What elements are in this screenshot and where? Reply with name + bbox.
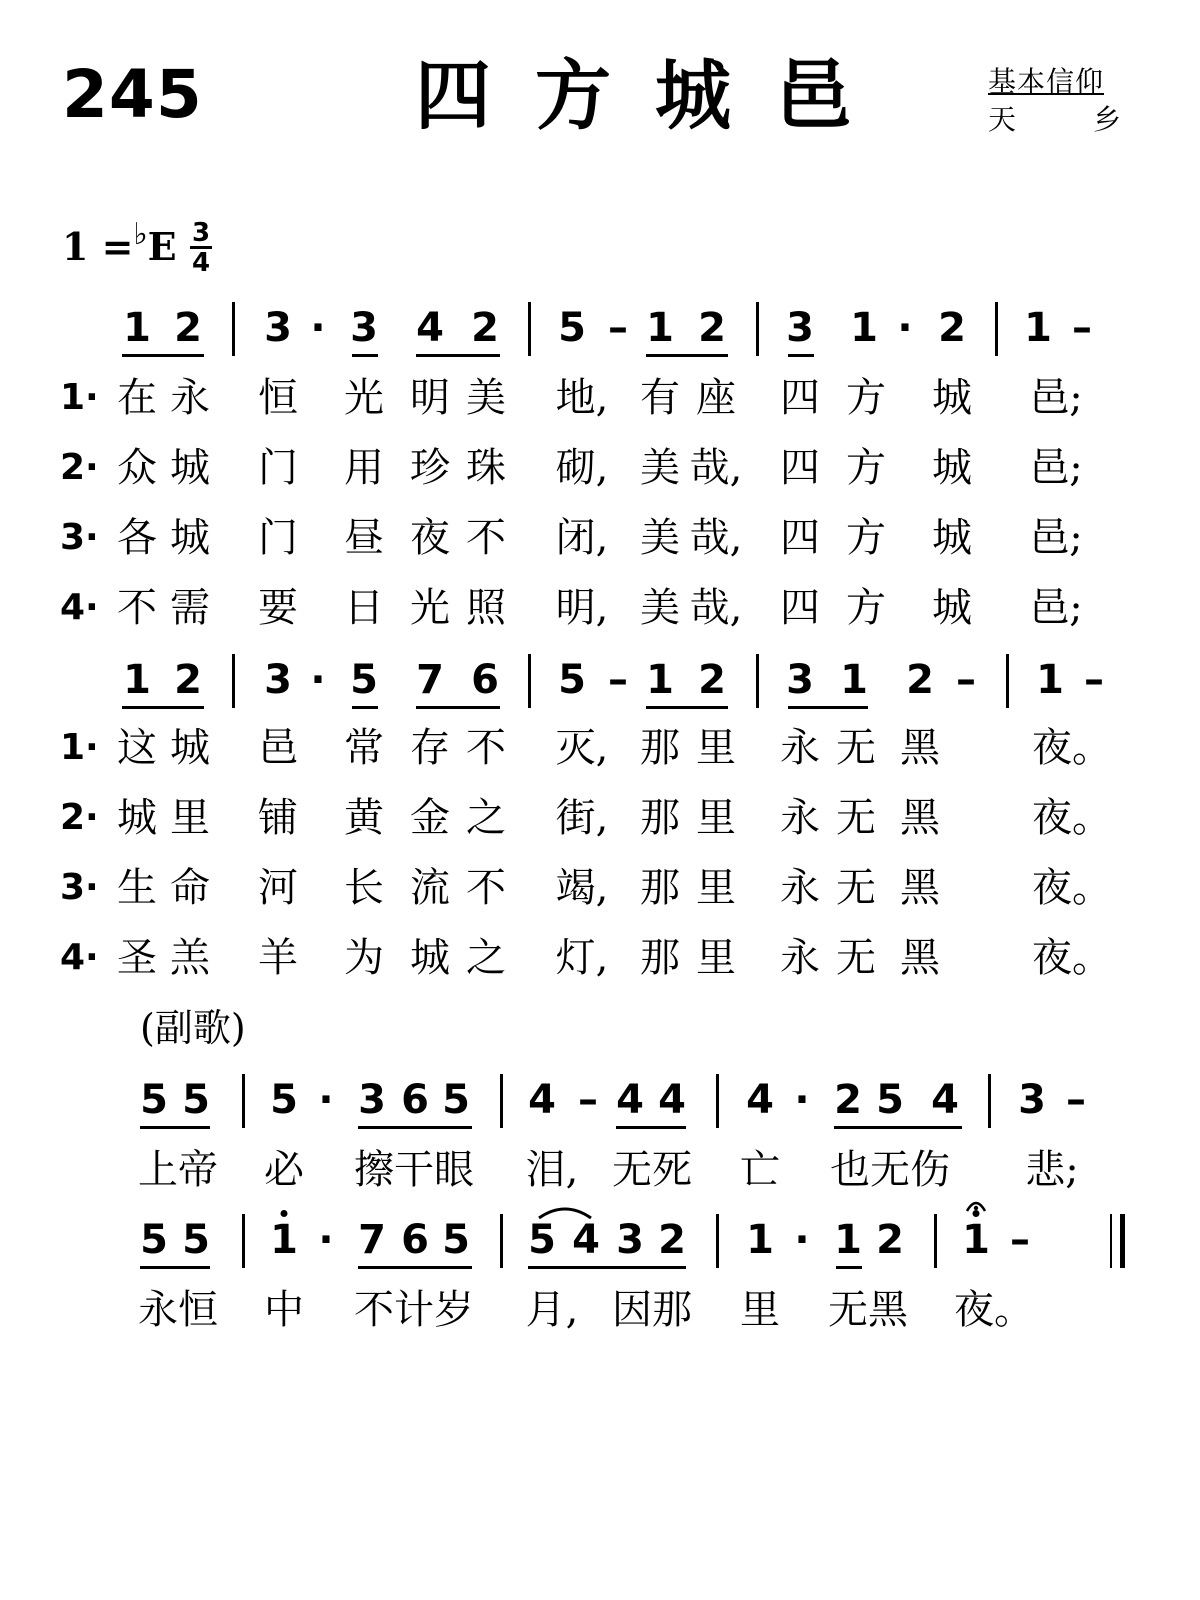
note: 5 — [558, 305, 586, 351]
lyric-char: 生 — [117, 865, 157, 911]
note: 5 — [528, 1217, 556, 1263]
lyric-word: 里 — [740, 1287, 780, 1333]
lyric-char: 邑; — [1029, 445, 1083, 491]
barline — [716, 1074, 719, 1128]
lyric-char: 光 — [410, 585, 450, 631]
underline — [358, 1126, 472, 1129]
lyric-char: 黑 — [900, 725, 940, 771]
fermata-icon — [965, 1198, 987, 1212]
lyric-char: 方 — [846, 375, 886, 421]
lyric-char: 无 — [836, 865, 876, 911]
lyric-char: 之 — [466, 795, 506, 841]
lyric-char: 门 — [258, 515, 298, 561]
lyric-char: 四 — [780, 445, 820, 491]
lyric-char: 明, — [555, 585, 609, 631]
dash: – — [608, 657, 628, 703]
lyric-line — [0, 375, 1200, 438]
lyric-char: 竭, — [555, 865, 609, 911]
lyric-char: 需 — [170, 585, 210, 631]
lyric-char: 方 — [846, 445, 886, 491]
note: 2 — [876, 1217, 904, 1263]
dash: – — [1072, 305, 1092, 351]
lyric-char: 砌, — [555, 445, 609, 491]
lyric-char: 里 — [696, 725, 736, 771]
barline — [756, 302, 759, 356]
note: 3 — [1018, 1077, 1046, 1123]
dot: · — [318, 1077, 334, 1123]
lyric-char: 羔 — [170, 935, 210, 981]
lyric-word: 悲; — [1025, 1147, 1079, 1193]
note: 1 — [746, 1217, 774, 1263]
lyric-word: 不计岁 — [354, 1287, 474, 1333]
lyric-char: 珠 — [466, 445, 506, 491]
source-char: 乡 — [1093, 103, 1122, 136]
lyric-char: 里 — [696, 935, 736, 981]
lyric-word: 无死 — [612, 1147, 692, 1193]
underline — [788, 706, 868, 709]
note: 5 — [140, 1217, 168, 1263]
note: 2 — [906, 657, 934, 703]
chorus-lyric-line-1 — [0, 1147, 1200, 1210]
lyric-char: 无 — [836, 795, 876, 841]
lyric-line — [0, 935, 1200, 998]
lyric-char: 哉, — [689, 445, 743, 491]
underline — [616, 1126, 686, 1129]
note: 2 — [698, 305, 726, 351]
note: 3 — [350, 305, 378, 351]
dash: – — [608, 305, 628, 351]
lyric-word: 必 — [264, 1147, 304, 1193]
lyric-char: 永 — [780, 865, 820, 911]
lyric-char: 里 — [170, 795, 210, 841]
verse-number: 2· — [60, 797, 99, 838]
lyric-char: 不 — [117, 585, 157, 631]
note: 2 — [658, 1217, 686, 1263]
lyric-word: 中 — [264, 1287, 304, 1333]
note: 1 — [123, 305, 151, 351]
dash: – — [1010, 1217, 1030, 1263]
lyric-char: 黄 — [344, 795, 384, 841]
note: 4 — [616, 1077, 644, 1123]
lyric-char: 命 — [170, 865, 210, 911]
lyric-line — [0, 795, 1200, 858]
note: 4 — [658, 1077, 686, 1123]
note: 5 — [876, 1077, 904, 1123]
lyric-word: 亡 — [740, 1147, 780, 1193]
lyric-char: 那 — [640, 795, 680, 841]
note: 3 — [616, 1217, 644, 1263]
lyric-char: 美 — [640, 585, 680, 631]
lyric-char: 各 — [117, 515, 157, 561]
lyric-char: 恒 — [258, 375, 298, 421]
note: 5 — [442, 1077, 470, 1123]
chorus-label: (副歌) — [140, 1006, 246, 1050]
lyric-word: 月, — [525, 1287, 579, 1333]
lyric-char: 日 — [344, 585, 384, 631]
note: 1 — [646, 657, 674, 703]
lyric-char: 美 — [466, 375, 506, 421]
lyric-char: 邑 — [258, 725, 298, 771]
lyric-char: 四 — [780, 585, 820, 631]
hymn-category: 基本信仰 — [988, 65, 1105, 98]
note: 7 — [416, 657, 444, 703]
lyric-char: 城 — [932, 445, 972, 491]
note: 1 — [646, 305, 674, 351]
dash: – — [1066, 1077, 1086, 1123]
time-denominator: 4 — [191, 248, 211, 278]
lyric-char: 邑; — [1029, 585, 1083, 631]
lyric-char: 哉, — [689, 585, 743, 631]
lyric-char: 街, — [555, 795, 609, 841]
lyric-char: 夜。 — [1032, 865, 1112, 911]
lyric-char: 永 — [780, 725, 820, 771]
barline — [1006, 654, 1009, 708]
note: 7 — [358, 1217, 386, 1263]
lyric-char: 座 — [696, 375, 736, 421]
underline — [140, 1266, 210, 1269]
lyric-char: 羊 — [258, 935, 298, 981]
lyric-char: 黑 — [900, 795, 940, 841]
barline — [716, 1214, 719, 1268]
lyric-char: 有 — [640, 375, 680, 421]
lyric-char: 河 — [258, 865, 298, 911]
lyric-char: 里 — [696, 795, 736, 841]
underline — [140, 1126, 210, 1129]
underline — [788, 354, 814, 357]
lyric-char: 闭, — [555, 515, 609, 561]
note: 3 — [264, 305, 292, 351]
note: 5 — [558, 657, 586, 703]
lyric-char: 城 — [170, 445, 210, 491]
source-char: 天 — [988, 103, 1017, 136]
lyric-char: 城 — [932, 375, 972, 421]
lyric-char: 这 — [117, 725, 157, 771]
key-note: E — [147, 224, 177, 269]
lyric-word: 擦干眼 — [354, 1147, 474, 1193]
note: 3 — [786, 305, 814, 351]
note: 2 — [471, 305, 499, 351]
lyric-char: 不 — [466, 725, 506, 771]
lyric-char: 那 — [640, 865, 680, 911]
final-barline-thin — [1110, 1214, 1112, 1268]
lyric-char: 夜 — [410, 515, 450, 561]
note: 1 — [123, 657, 151, 703]
chorus-lyric-line-2 — [0, 1287, 1200, 1350]
hymn-number: 245 — [62, 56, 203, 133]
lyric-char: 城 — [170, 515, 210, 561]
note: 3 — [264, 657, 292, 703]
key-signature — [62, 217, 177, 269]
dot: · — [897, 305, 913, 351]
lyric-char: 永 — [170, 375, 210, 421]
note: 1 — [1024, 305, 1052, 351]
verse-number: 4· — [60, 587, 99, 628]
lyric-char: 黑 — [900, 865, 940, 911]
lyric-word: 永恒 — [138, 1287, 218, 1333]
underline — [122, 354, 204, 357]
note: 5 — [350, 657, 378, 703]
lyric-char: 无 — [836, 935, 876, 981]
note: 6 — [401, 1217, 429, 1263]
lyric-char: 不 — [466, 515, 506, 561]
lyric-line — [0, 725, 1200, 788]
barline — [934, 1214, 937, 1268]
note: 4 — [528, 1077, 556, 1123]
time-numerator: 3 — [191, 218, 211, 248]
lyric-char: 长 — [344, 865, 384, 911]
lyric-char: 光 — [344, 375, 384, 421]
underline — [528, 1266, 686, 1269]
lyric-char: 金 — [410, 795, 450, 841]
note: 6 — [401, 1077, 429, 1123]
note: 5 — [182, 1077, 210, 1123]
underline — [836, 1266, 862, 1269]
lyric-char: 黑 — [900, 935, 940, 981]
underline — [352, 706, 378, 709]
lyric-word: 泪, — [525, 1147, 579, 1193]
note: 4 — [746, 1077, 774, 1123]
lyric-char: 门 — [258, 445, 298, 491]
lyric-word: 夜。 — [954, 1287, 1034, 1333]
lyric-char: 常 — [344, 725, 384, 771]
notation-line-1 — [0, 305, 1200, 378]
chorus-notation-line-2 — [0, 1217, 1200, 1290]
lyric-char: 夜。 — [1032, 935, 1112, 981]
note: 5 — [182, 1217, 210, 1263]
verse-number: 2· — [60, 447, 99, 488]
lyric-char: 要 — [258, 585, 298, 631]
lyric-char: 不 — [466, 865, 506, 911]
lyric-char: 城 — [170, 725, 210, 771]
barline — [232, 302, 235, 356]
lyric-char: 城 — [410, 935, 450, 981]
note: 5 — [140, 1077, 168, 1123]
lyric-char: 城 — [117, 795, 157, 841]
dot: · — [318, 1217, 334, 1263]
lyric-char: 邑; — [1029, 515, 1083, 561]
lyric-char: 用 — [344, 445, 384, 491]
note: 3 — [358, 1077, 386, 1123]
barline — [242, 1214, 245, 1268]
lyric-char: 那 — [640, 935, 680, 981]
lyric-word: 因那 — [612, 1287, 692, 1333]
lyric-line — [0, 515, 1200, 578]
underline — [416, 354, 500, 357]
lyric-char: 里 — [696, 865, 736, 911]
note: 1 — [840, 657, 868, 703]
lyric-word: 上帝 — [138, 1147, 218, 1193]
lyric-line — [0, 865, 1200, 928]
underline — [352, 354, 378, 357]
lyric-char: 四 — [780, 375, 820, 421]
barline — [995, 302, 998, 356]
underline — [834, 1126, 962, 1129]
underline — [122, 706, 204, 709]
verse-number: 1· — [60, 727, 99, 768]
lyric-char: 珍 — [410, 445, 450, 491]
lyric-char: 昼 — [344, 515, 384, 561]
lyric-char: 那 — [640, 725, 680, 771]
verse-number: 1· — [60, 377, 99, 418]
lyric-char: 地, — [555, 375, 609, 421]
lyric-char: 哉, — [689, 515, 743, 561]
final-barline-thick — [1120, 1214, 1125, 1268]
lyric-char: 夜。 — [1032, 725, 1112, 771]
lyric-line — [0, 585, 1200, 648]
underline — [358, 1266, 472, 1269]
lyric-char: 美 — [640, 445, 680, 491]
underline — [416, 706, 500, 709]
lyric-char: 邑; — [1029, 375, 1083, 421]
lyric-char: 方 — [846, 515, 886, 561]
note: 6 — [471, 657, 499, 703]
barline — [232, 654, 235, 708]
note: 4 — [931, 1077, 959, 1123]
lyric-char: 美 — [640, 515, 680, 561]
lyric-char: 四 — [780, 515, 820, 561]
lyric-char: 夜。 — [1032, 795, 1112, 841]
note: 4 — [416, 305, 444, 351]
note: 2 — [938, 305, 966, 351]
note: 2 — [174, 305, 202, 351]
note: 2 — [698, 657, 726, 703]
lyric-char: 灯, — [555, 935, 609, 981]
lyric-char: 圣 — [117, 935, 157, 981]
verse-number: 3· — [60, 517, 99, 558]
lyric-char: 城 — [932, 515, 972, 561]
dash: – — [578, 1077, 598, 1123]
time-signature — [190, 220, 212, 276]
lyric-char: 流 — [410, 865, 450, 911]
note: 2 — [834, 1077, 862, 1123]
lyric-word: 也无伤 — [830, 1147, 950, 1193]
note: 1 — [962, 1217, 990, 1263]
note: 1 — [1036, 657, 1064, 703]
lyric-char: 照 — [466, 585, 506, 631]
barline — [500, 1074, 503, 1128]
barline — [242, 1074, 245, 1128]
note: 1 — [270, 1217, 298, 1263]
lyric-char: 灭, — [555, 725, 609, 771]
dash: – — [956, 657, 976, 703]
barline — [500, 1214, 503, 1268]
key-prefix: 1 = — [62, 224, 134, 269]
lyric-char: 城 — [932, 585, 972, 631]
lyric-char: 为 — [344, 935, 384, 981]
lyric-char: 铺 — [258, 795, 298, 841]
lyric-char: 方 — [846, 585, 886, 631]
high-octave-dot — [281, 1210, 288, 1217]
underline — [646, 354, 728, 357]
note: 3 — [786, 657, 814, 703]
lyric-char: 永 — [780, 795, 820, 841]
lyric-char: 众 — [117, 445, 157, 491]
barline — [756, 654, 759, 708]
note: 1 — [850, 305, 878, 351]
verse-number: 3· — [60, 867, 99, 908]
dash: – — [1084, 657, 1104, 703]
dot: · — [310, 305, 326, 351]
note: 4 — [572, 1217, 600, 1263]
lyric-char: 存 — [410, 725, 450, 771]
barline — [988, 1074, 991, 1128]
note: 2 — [174, 657, 202, 703]
lyric-char: 无 — [836, 725, 876, 771]
lyric-word: 无黑 — [828, 1287, 908, 1333]
note: 5 — [270, 1077, 298, 1123]
note: 1 — [834, 1217, 862, 1263]
note: 5 — [442, 1217, 470, 1263]
lyric-char: 明 — [410, 375, 450, 421]
lyric-line — [0, 445, 1200, 508]
flat-sign: ♭ — [133, 217, 148, 252]
dot: · — [794, 1077, 810, 1123]
dot: · — [794, 1217, 810, 1263]
lyric-char: 永 — [780, 935, 820, 981]
verse-number: 4· — [60, 937, 99, 978]
barline — [528, 654, 531, 708]
lyric-char: 之 — [466, 935, 506, 981]
dot: · — [310, 657, 326, 703]
lyric-char: 在 — [117, 375, 157, 421]
barline — [528, 302, 531, 356]
hymn-title: 四方城邑 — [415, 51, 895, 140]
underline — [646, 706, 728, 709]
notation-line-2 — [0, 657, 1200, 730]
chorus-notation-line-1 — [0, 1077, 1200, 1150]
